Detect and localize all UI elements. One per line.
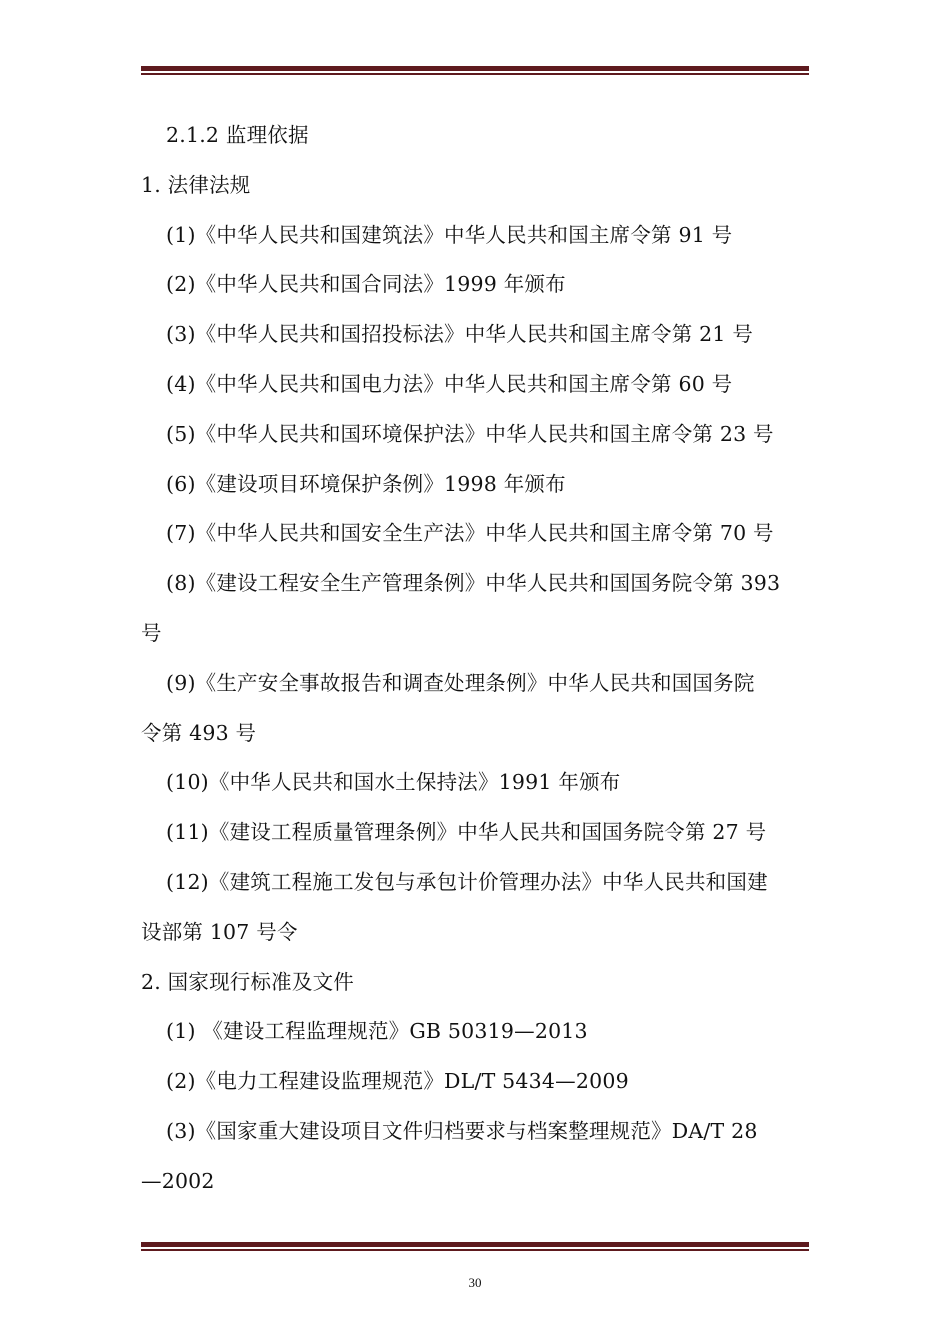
list-item: (9)《生产安全事故报告和调查处理条例》中华人民共和国国务院 (166, 670, 755, 695)
list-item: (3)《国家重大建设项目文件归档要求与档案整理规范》DA/T 28 (166, 1118, 758, 1143)
list-item: (11)《建设工程质量管理条例》中华人民共和国国务院令第 27 号 (166, 820, 767, 845)
footer-rule (141, 1242, 809, 1251)
list-item: (12)《建筑工程施工发包与承包计价管理办法》中华人民共和国建 (166, 869, 768, 894)
header-rule (141, 66, 809, 75)
list-item: (2)《中华人民共和国合同法》1999 年颁布 (166, 272, 566, 297)
list-item: (2)《电力工程建设监理规范》DL/T 5434—2009 (166, 1069, 629, 1094)
list-item-continuation: —2002 (141, 1168, 215, 1193)
list-item: (4)《中华人民共和国电力法》中华人民共和国主席令第 60 号 (166, 371, 733, 396)
subsection-heading: 2. 国家现行标准及文件 (141, 969, 354, 994)
list-item: (3)《中华人民共和国招投标法》中华人民共和国主席令第 21 号 (166, 322, 754, 347)
list-item-continuation: 设部第 107 号令 (141, 919, 298, 944)
document-body (141, 111, 809, 1207)
list-item: (8)《建设工程安全生产管理条例》中华人民共和国国务院令第 393 (166, 571, 781, 596)
list-item: (6)《建设项目环境保护条例》1998 年颁布 (166, 471, 566, 496)
page-number: 30 (468, 1275, 482, 1290)
list-item: (1) 《建设工程监理规范》GB 50319—2013 (166, 1019, 588, 1044)
section-heading: 2.1.2 监理依据 (166, 123, 309, 147)
list-item: (10)《中华人民共和国水土保持法》1991 年颁布 (166, 770, 621, 795)
list-item-continuation: 号 (141, 620, 162, 645)
subsection-heading: 1. 法律法规 (141, 172, 251, 197)
list-item: (7)《中华人民共和国安全生产法》中华人民共和国主席令第 70 号 (166, 521, 774, 546)
list-item-continuation: 令第 493 号 (141, 720, 257, 745)
list-item: (5)《中华人民共和国环境保护法》中华人民共和国主席令第 23 号 (166, 421, 774, 446)
list-item: (1)《中华人民共和国建筑法》中华人民共和国主席令第 91 号 (166, 222, 733, 247)
